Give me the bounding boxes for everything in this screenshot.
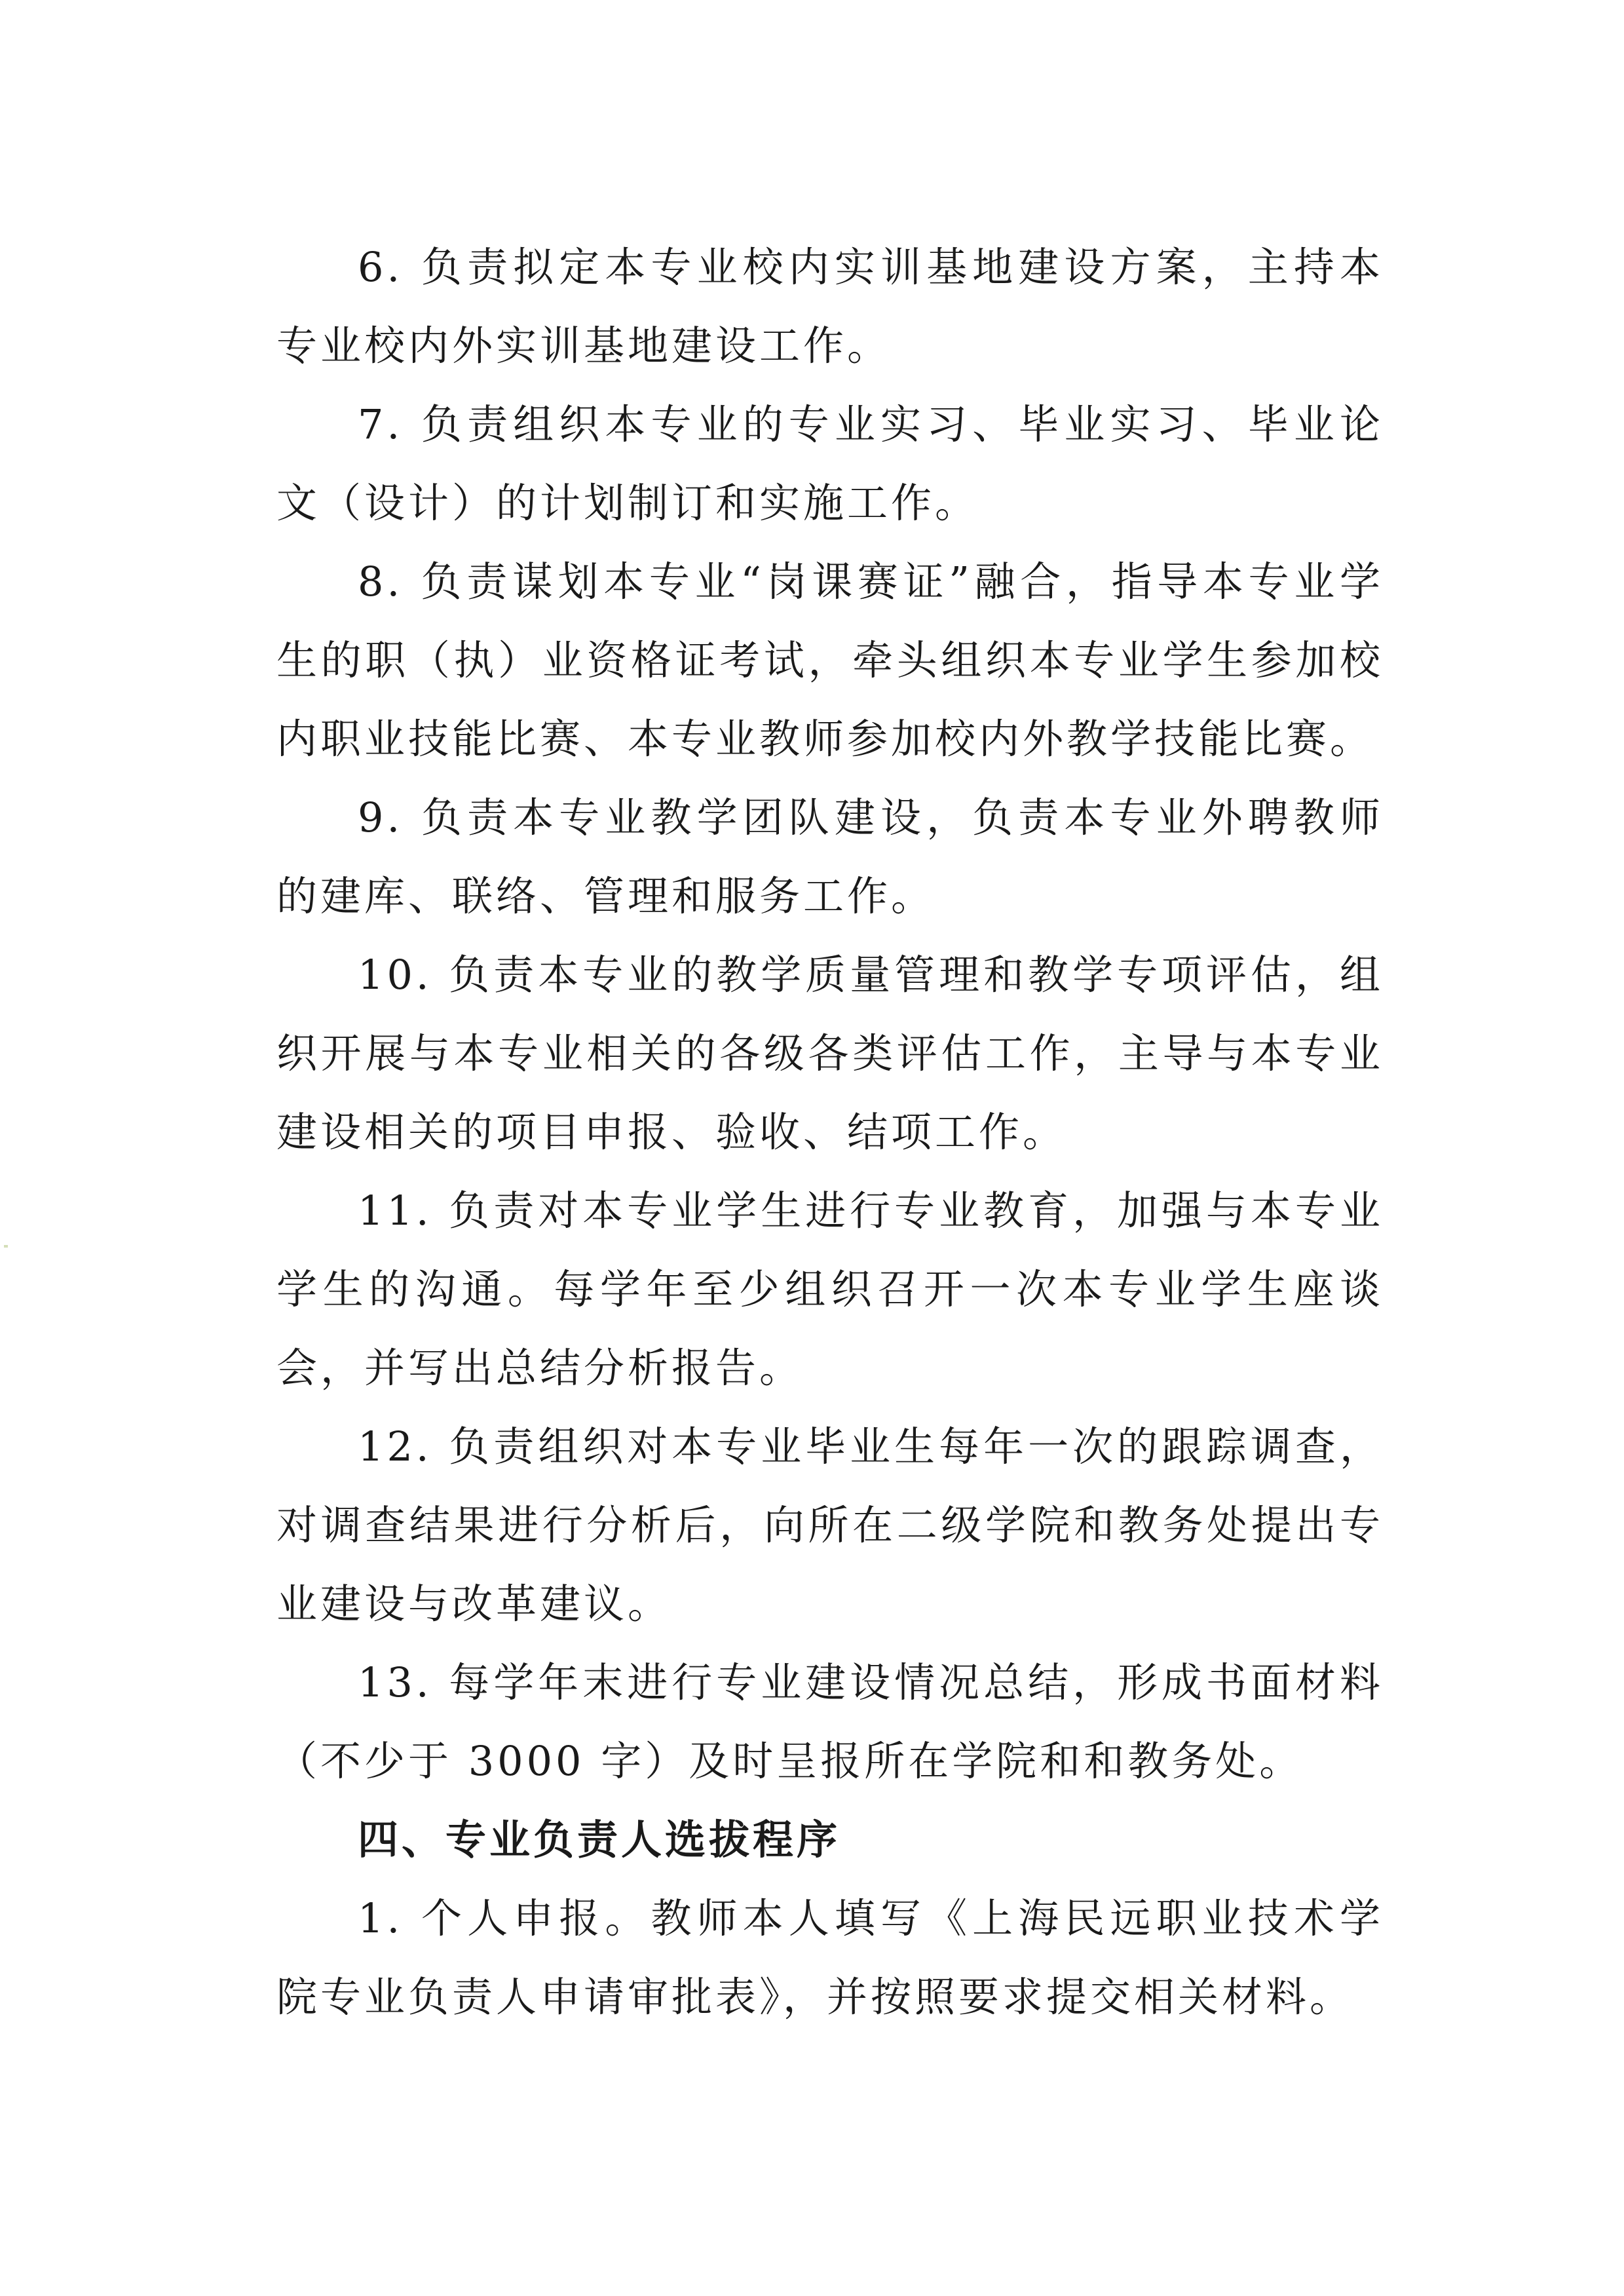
paragraph-item-6: 6. 负责拟定本专业校内实训基地建设方案，主持本专业校内外实训基地建设工作。	[276, 243, 1384, 370]
section-heading: 四、专业负责人选拔程序	[358, 1816, 841, 1864]
scan-artifact	[4, 1245, 8, 1248]
paragraph-item-13: 13. 每学年末进行专业建设情况总结，形成书面材料（不少于 3000 字）及时呈报所在学院和和教务处。	[276, 1658, 1384, 1785]
paragraph-item-9: 9. 负责本专业教学团队建设，负责本专业外聘教师的建库、联络、管理和服务工作。	[276, 794, 1384, 920]
paragraph-item-11: 11. 负责对本专业学生进行专业教育，加强与本专业学生的沟通。每学年至少组织召开一次本专业学生座谈会，并写出总结分析报告。	[276, 1187, 1384, 1392]
paragraph-item-8: 8. 负责谋划本专业“岗课赛证”融合，指导本专业学生的职（执）业资格证考试，牵头组织本专业学生参加校内职业技能比赛、本专业教师参加校内外教学技能比赛。	[276, 558, 1384, 763]
document-body	[276, 228, 1384, 2037]
paragraph-item-12: 12. 负责组织对本专业毕业生每年一次的跟踪调查，对调查结果进行分析后，向所在二级学院和教务处提出专业建设与改革建议。	[276, 1423, 1384, 1628]
procedure-item-1: 1. 个人申报。教师本人填写《上海民远职业技术学院专业负责人申请审批表》，并按照要求提交相关材料。	[276, 1894, 1384, 2021]
paragraph-item-10: 10. 负责本专业的教学质量管理和教学专项评估，组织开展与本专业相关的各级各类评估工作，主导与本专业建设相关的项目申报、验收、结项工作。	[276, 951, 1384, 1156]
paragraph-item-7: 7. 负责组织本专业的专业实习、毕业实习、毕业论文（设计）的计划制订和实施工作。	[276, 400, 1384, 527]
